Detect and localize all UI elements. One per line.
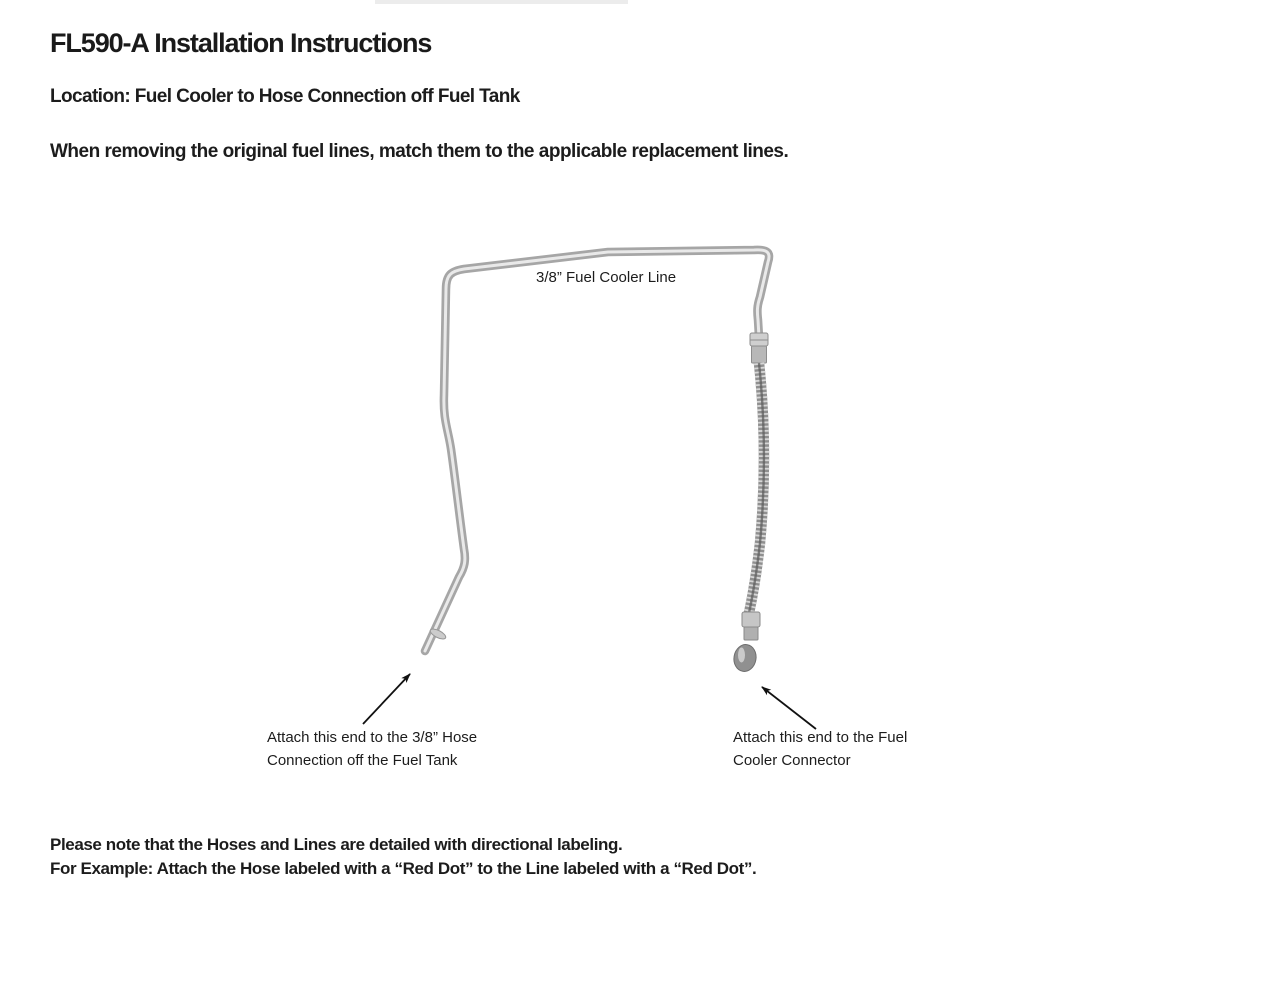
upper-crimp-collar bbox=[750, 333, 768, 363]
braided-hose bbox=[749, 363, 764, 613]
note-line1: Please note that the Hoses and Lines are detailed with directional labeling. bbox=[50, 835, 623, 854]
location-heading: Location: Fuel Cooler to Hose Connection off Fuel Tank bbox=[50, 86, 520, 107]
note-line2: For Example: Attach the Hose labeled with a “Red Dot” to the Line labeled with a “Red Dot”. bbox=[50, 859, 757, 878]
metal-tube bbox=[425, 250, 769, 651]
directional-labeling-note bbox=[50, 833, 756, 881]
right-callout-line2: Cooler Connector bbox=[733, 752, 851, 769]
right-callout-line1: Attach this end to the Fuel bbox=[733, 729, 908, 746]
instruction-text: When removing the original fuel lines, match them to the applicable replacement lines. bbox=[50, 141, 789, 162]
left-callout bbox=[267, 726, 477, 772]
left-callout-line1: Attach this end to the 3/8” Hose bbox=[267, 729, 478, 746]
right-callout bbox=[733, 726, 907, 772]
left-callout-arrow-icon bbox=[363, 674, 410, 724]
left-callout-line2: Connection off the Fuel Tank bbox=[267, 752, 458, 769]
right-callout-arrow-icon bbox=[762, 687, 816, 729]
part-label: 3/8” Fuel Cooler Line bbox=[536, 269, 677, 286]
page-title: FL590-A Installation Instructions bbox=[50, 28, 432, 58]
hose-end-connector bbox=[732, 612, 760, 673]
